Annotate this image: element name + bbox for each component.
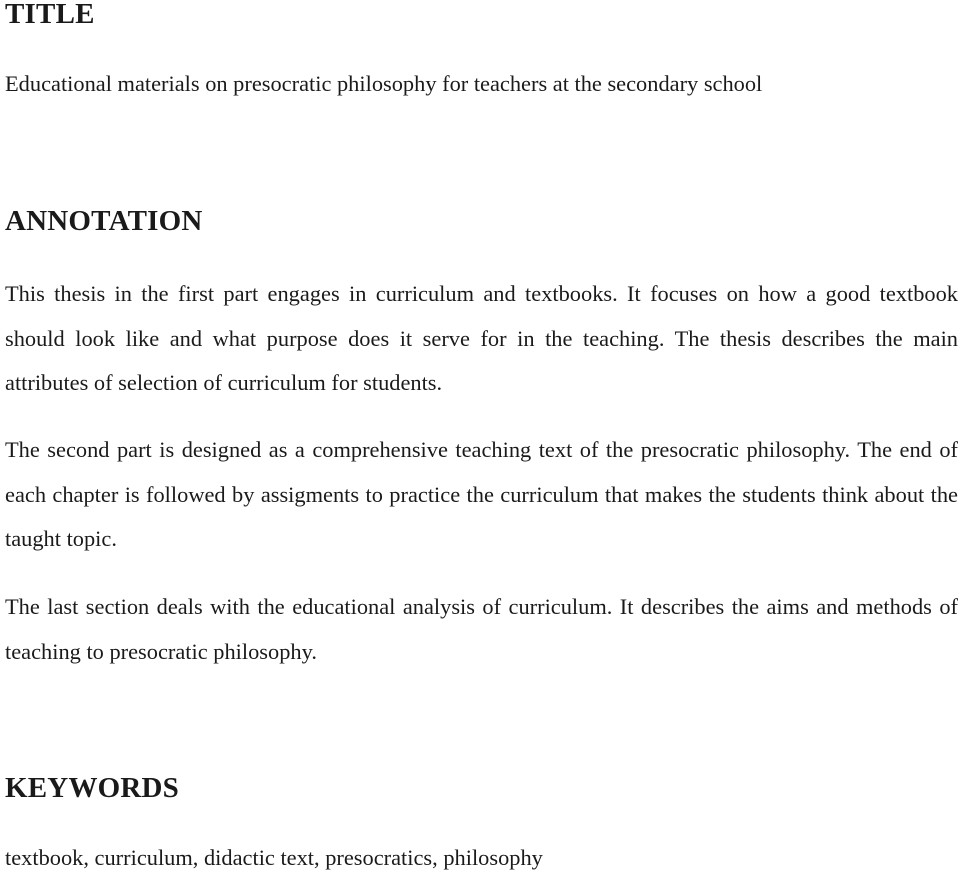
annotation-paragraph-3: The last section deals with the educational analysis of curriculum. It describes the aims and methods of teaching to presocratic philosophy. — [5, 594, 958, 664]
annotation-paragraph-1: This thesis in the first part engages in curriculum and textbooks. It focuses on how a good textbook should look like and what purpose does it serve for in the teaching. The thesis describes the main attributes of selection of curriculum for students. — [5, 281, 958, 395]
keywords-heading: KEYWORDS — [5, 772, 180, 804]
title-heading: TITLE — [5, 0, 95, 30]
annotation-paragraph-2: The second part is designed as a comprehensive teaching text of the presocratic philosophy. The end of each chapter is followed by assigments to practice the curriculum that makes the students think about the taught topic. — [5, 437, 958, 551]
title-text: Educational materials on presocratic philosophy for teachers at the secondary school — [5, 71, 763, 96]
keywords-text: textbook, curriculum, didactic text, presocratics, philosophy — [5, 845, 543, 870]
annotation-heading: ANNOTATION — [5, 205, 203, 237]
